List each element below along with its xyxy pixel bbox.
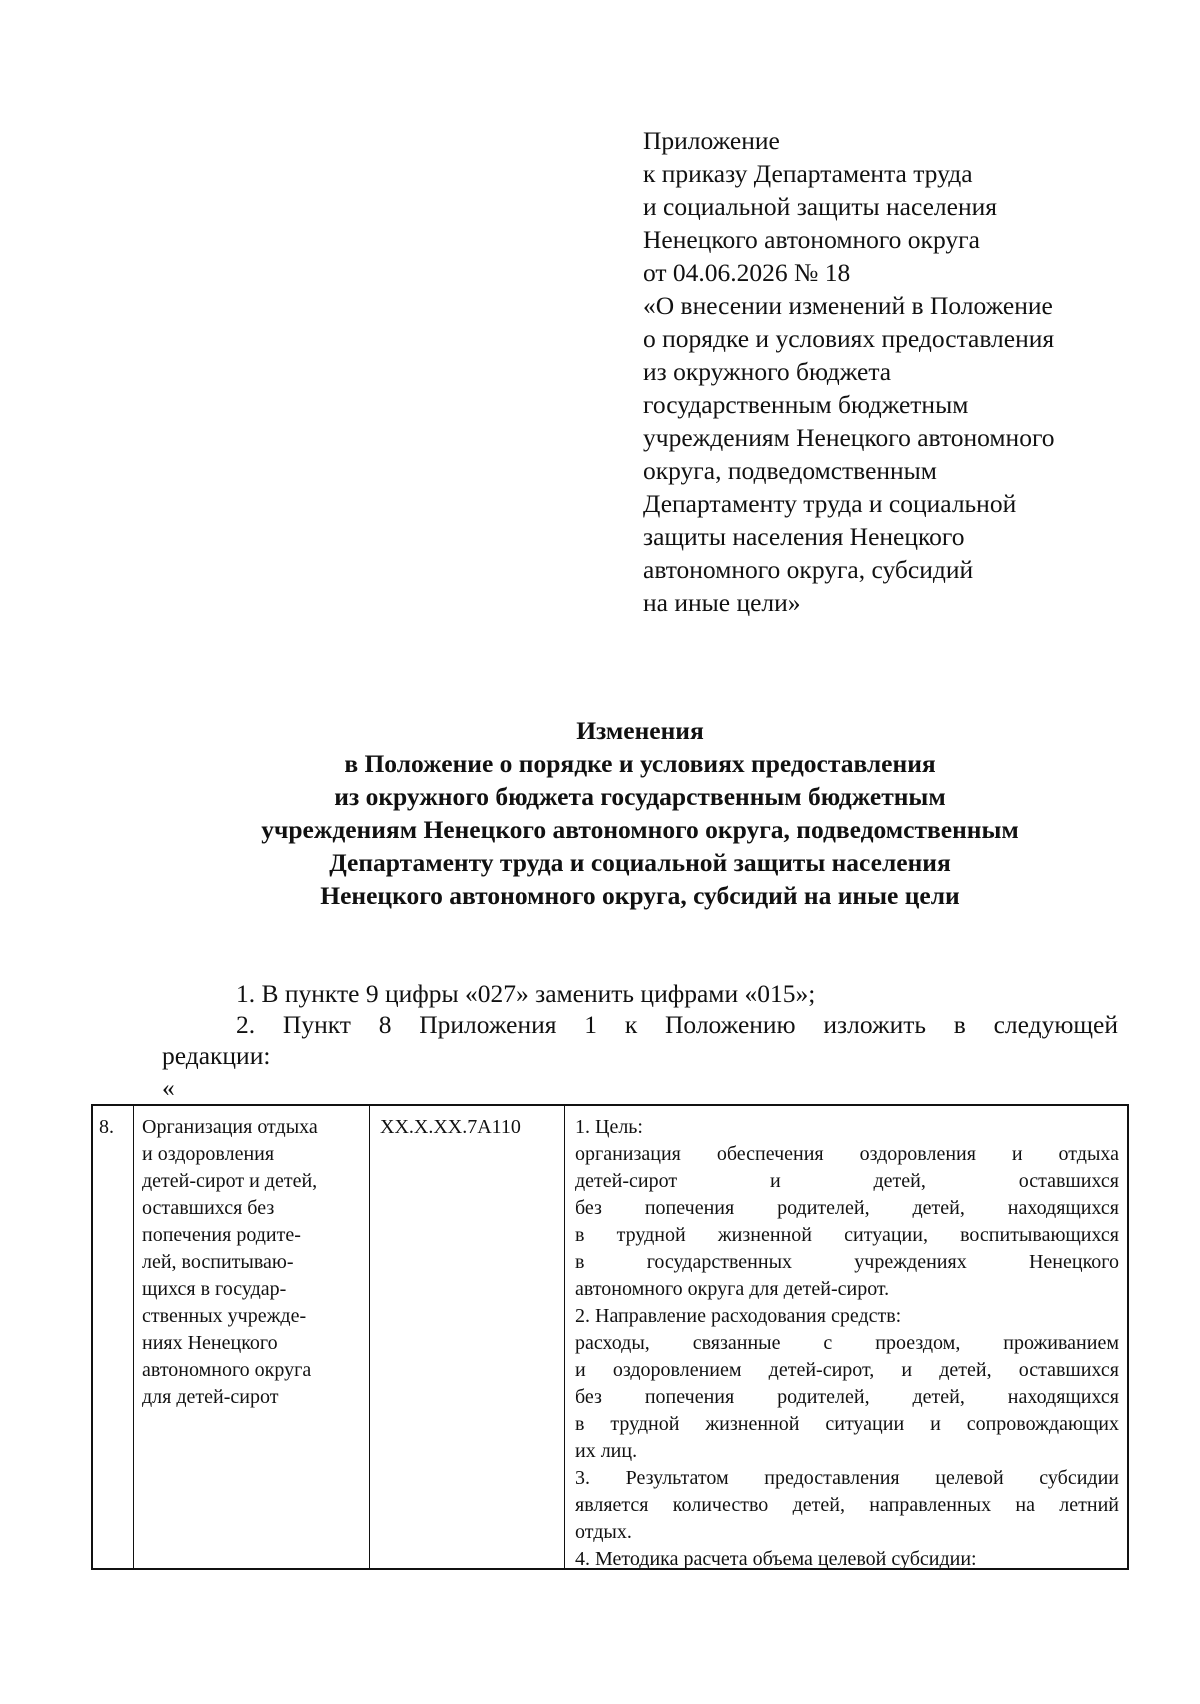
desc-line: 3. Результатом предоставления целевой субсидии: [575, 1467, 1119, 1489]
name-line: попечения родите-: [142, 1224, 301, 1246]
appendix-line: на иные цели»: [643, 588, 801, 617]
desc-line: и оздоровлением детей-сирот, и детей, оставшихся: [575, 1359, 1119, 1381]
appendix-line: Приложение: [643, 126, 780, 155]
desc-line: 1. Цель:: [575, 1116, 643, 1138]
appendix-line: Ненецкого автономного округа: [643, 225, 980, 254]
name-line: ственных учрежде-: [142, 1305, 307, 1327]
name-line: детей-сирот и детей,: [142, 1170, 318, 1192]
name-line: Организация отдыха: [142, 1116, 318, 1138]
appendix-line: автономного округа, субсидий: [643, 555, 974, 584]
appendix-block: [643, 124, 1123, 619]
name-line: для детей-сирот: [142, 1386, 279, 1408]
desc-line: расходы, связанные с проездом, проживанием: [575, 1332, 1119, 1354]
table-cell-description: [565, 1106, 1129, 1568]
appendix-line: и социальной защиты населения: [643, 192, 997, 221]
opening-quote: «: [162, 1073, 175, 1102]
amendment-item-2: 2. Пункт 8 Приложения 1 к Положению изложить в следующей: [236, 1010, 1118, 1039]
desc-line: детей-сирот и детей, оставшихся: [575, 1170, 1119, 1192]
heading-line: Департаменту труда и социальной защиты населения: [329, 848, 951, 877]
document-heading: [140, 714, 1140, 912]
heading-line: Ненецкого автономного округа, субсидий на иные цели: [320, 881, 960, 910]
heading-line: из окружного бюджета государственным бюджетным: [334, 782, 946, 811]
amendment-item-2-continuation: редакции:: [162, 1041, 271, 1070]
desc-line: отдых.: [575, 1521, 632, 1543]
desc-line: в трудной жизненной ситуации и сопровождающих: [575, 1413, 1119, 1435]
name-line: лей, воспитываю-: [142, 1251, 294, 1273]
desc-line: без попечения родителей, детей, находящихся: [575, 1386, 1119, 1408]
appendix-line: округа, подведомственным: [643, 456, 937, 485]
name-line: автономного округа: [142, 1359, 312, 1381]
name-line: ниях Ненецкого: [142, 1332, 278, 1354]
subsidy-name: [142, 1114, 318, 1411]
appendix-line: из окружного бюджета: [643, 357, 892, 386]
table-cell-number: [93, 1106, 134, 1568]
row-number: 8.: [99, 1116, 114, 1138]
desc-line: организация обеспечения оздоровления и отдыха: [575, 1143, 1119, 1165]
name-line: оставшихся без: [142, 1197, 275, 1219]
subsidy-code: XX.X.XX.7A110: [380, 1116, 521, 1138]
desc-line: 2. Направление расходования средств:: [575, 1305, 902, 1327]
appendix-line: Департаменту труда и социальной: [643, 489, 1017, 518]
appendix-line: защиты населения Ненецкого: [643, 522, 965, 551]
desc-line: без попечения родителей, детей, находящихся: [575, 1197, 1119, 1219]
heading-line: в Положение о порядке и условиях предоставления: [344, 749, 936, 778]
subsidy-description: [575, 1114, 1119, 1573]
desc-line: 4. Методика расчета объема целевой субсидии:: [575, 1548, 977, 1570]
desc-line: автономного округа для детей-сирот.: [575, 1278, 890, 1300]
amendment-items: [162, 978, 1118, 1071]
amendment-item-1: 1. В пункте 9 цифры «027» заменить цифрами «015»;: [236, 979, 816, 1008]
appendix-line: государственным бюджетным: [643, 390, 969, 419]
subsidy-table: [91, 1104, 1129, 1570]
appendix-line: «О внесении изменений в Положение: [643, 291, 1053, 320]
appendix-line: к приказу Департамента труда: [643, 159, 973, 188]
appendix-line: о порядке и условиях предоставления: [643, 324, 1055, 353]
name-line: щихся в государ-: [142, 1278, 287, 1300]
name-line: и оздоровления: [142, 1143, 275, 1165]
table-cell-name: [134, 1106, 370, 1568]
table-cell-code: [370, 1106, 565, 1568]
heading-line: учреждениям Ненецкого автономного округа, подведомственным: [261, 815, 1019, 844]
desc-line: их лиц.: [575, 1440, 638, 1462]
heading-line: Изменения: [576, 716, 704, 745]
desc-line: в трудной жизненной ситуации, воспитывающихся: [575, 1224, 1119, 1246]
desc-line: является количество детей, направленных на летний: [575, 1494, 1119, 1516]
appendix-line: учреждениям Ненецкого автономного: [643, 423, 1055, 452]
appendix-line: от 04.06.2026 № 18: [643, 258, 851, 287]
desc-line: в государственных учреждениях Ненецкого: [575, 1251, 1119, 1273]
